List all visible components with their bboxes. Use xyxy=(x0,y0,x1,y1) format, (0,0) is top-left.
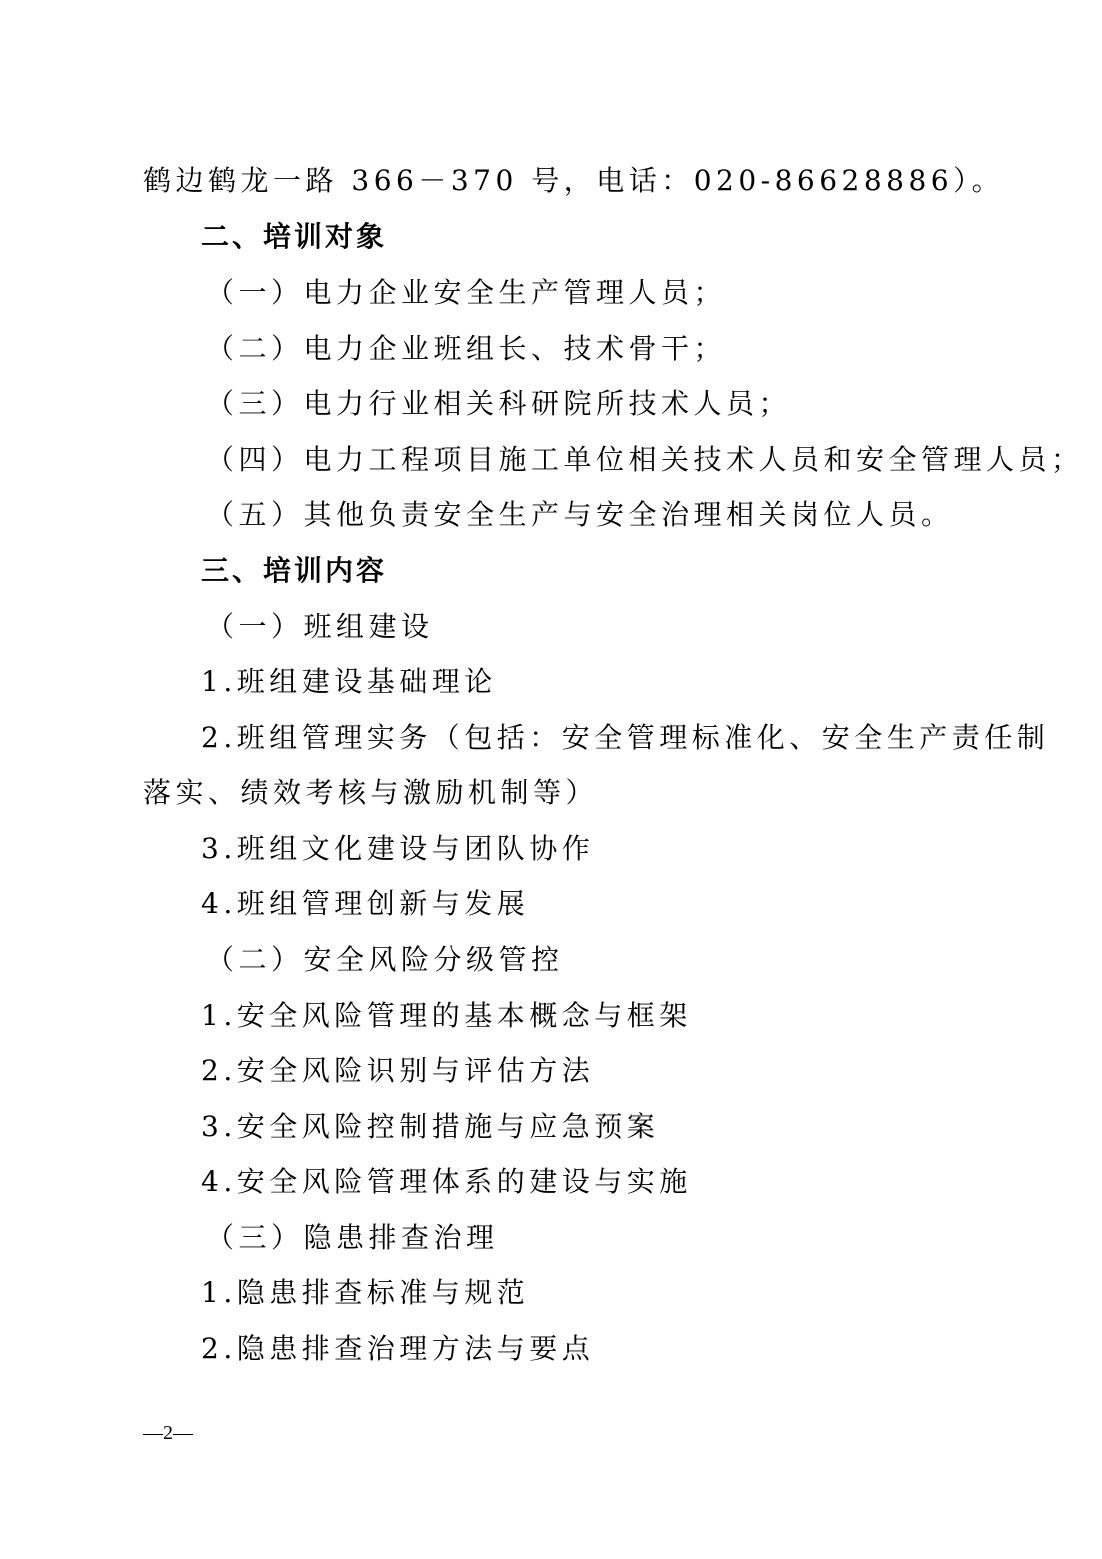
list-item-target-1: （一）电力企业安全生产管理人员； xyxy=(206,276,727,309)
list-item-team-2: 2.班组管理实务（包括：安全管理标准化、安全生产责任制 xyxy=(201,721,1050,754)
list-item-target-2: （二）电力企业班组长、技术骨干； xyxy=(206,332,727,365)
list-item-team-2-continuation: 落实、绩效考核与激励机制等） xyxy=(143,776,599,809)
list-item-hazard-1: 1.隐患排查标准与规范 xyxy=(201,1276,530,1309)
list-item-team-3: 3.班组文化建设与团队协作 xyxy=(201,832,595,865)
list-item-target-3: （三）电力行业相关科研院所技术人员； xyxy=(206,387,792,420)
list-item-target-5: （五）其他负责安全生产与安全治理相关岗位人员。 xyxy=(206,498,954,531)
list-item-risk-3: 3.安全风险控制措施与应急预案 xyxy=(201,1110,660,1143)
subsection-heading-team-building: （一）班组建设 xyxy=(206,610,434,643)
list-item-risk-1: 1.安全风险管理的基本概念与框架 xyxy=(201,999,692,1032)
list-item-hazard-2: 2.隐患排查治理方法与要点 xyxy=(201,1332,595,1365)
list-item-target-4: （四）电力工程项目施工单位相关技术人员和安全管理人员； xyxy=(206,443,1084,476)
list-item-risk-2: 2.安全风险识别与评估方法 xyxy=(201,1054,595,1087)
subsection-heading-hazard-inspection: （三）隐患排查治理 xyxy=(206,1221,499,1254)
paragraph-continuation-address: 鹤边鹤龙一路 366－370 号，电话：020-86628886）。 xyxy=(143,164,1005,197)
list-item-team-4: 4.班组管理创新与发展 xyxy=(201,887,530,920)
section-heading-training-content: 三、培训内容 xyxy=(201,554,388,587)
section-heading-training-targets: 二、培训对象 xyxy=(201,220,388,253)
list-item-risk-4: 4.安全风险管理体系的建设与实施 xyxy=(201,1165,692,1198)
page-number: —2— xyxy=(143,1422,193,1444)
subsection-heading-risk-control: （二）安全风险分级管控 xyxy=(206,943,564,976)
list-item-team-1: 1.班组建设基础理论 xyxy=(201,665,497,698)
